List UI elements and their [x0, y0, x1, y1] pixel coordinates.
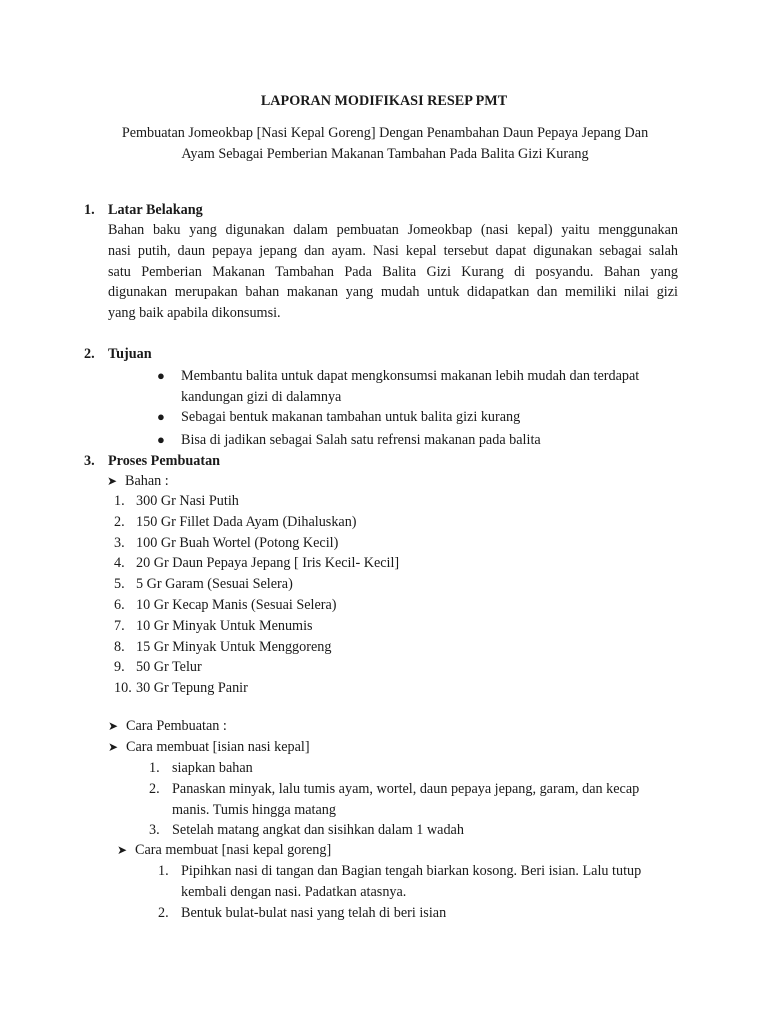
subtitle-line-2: Ayam Sebagai Pemberian Makanan Tambahan Pada Balita Gizi Kurang — [181, 146, 589, 162]
cara-pembuatan-text: Cara Pembuatan : — [126, 718, 227, 734]
subtitle-line-1: Pembuatan Jomeokbap [Nasi Kepal Goreng] Dengan Penambahan Daun Pepaya Jepang Dan — [121, 125, 649, 141]
list-item-text: Panaskan minyak, lalu tumis ayam, wortel, daun pepaya jepang, garam, dan kecap — [172, 780, 640, 797]
list-number: 10. — [114, 680, 132, 697]
goreng-label-text: Cara membuat [nasi kepal goreng] — [135, 842, 332, 858]
list-item — [114, 595, 614, 616]
list-number: 6. — [114, 596, 125, 613]
paragraph-line: yang baik apabila dikonsumsi. — [108, 305, 281, 322]
list-number: 9. — [114, 659, 125, 676]
list-item-text: 100 Gr Buah Wortel (Potong Kecil) — [136, 534, 339, 551]
cara-pembuatan-label — [108, 716, 227, 736]
list-item-text: Setelah matang angkat dan sisihkan dalam 1 wadah — [172, 822, 464, 839]
list-item-text: Pipihkan nasi di tangan dan Bagian tengah biarkan kosong. Beri isian. Lalu tutup — [181, 863, 642, 879]
list-item — [158, 903, 678, 924]
list-item-text: 30 Gr Tepung Panir — [136, 680, 248, 697]
section-3-heading — [84, 451, 220, 471]
isian-label — [108, 737, 310, 757]
list-item-text: kembali dengan nasi. Padatkan atasnya. — [181, 883, 407, 900]
list-item — [114, 533, 614, 554]
isian-steps-list — [149, 758, 679, 841]
list-item-text: 150 Gr Fillet Dada Ayam (Dihaluskan) — [136, 513, 357, 530]
list-item-text: 10 Gr Kecap Manis (Sesuai Selera) — [136, 596, 337, 613]
list-number: 3. — [114, 534, 125, 551]
list-item-text: 15 Gr Minyak Untuk Menggoreng — [136, 638, 332, 655]
list-item — [149, 820, 679, 841]
section-3-number: 3. — [84, 453, 95, 469]
bullet-icon: ● — [157, 409, 165, 424]
list-item — [157, 430, 677, 451]
isian-label-text: Cara membuat [isian nasi kepal] — [126, 739, 310, 755]
section-2-title: Tujuan — [108, 346, 152, 362]
list-item — [149, 758, 679, 779]
list-item-text: 5 Gr Garam (Sesuai Selera) — [136, 576, 293, 593]
list-item — [158, 861, 678, 903]
list-item-text: 50 Gr Telur — [136, 659, 202, 676]
section-3-title: Proses Pembuatan — [108, 453, 221, 469]
section-2-number: 2. — [84, 346, 95, 362]
list-number: 7. — [114, 617, 125, 634]
document-title: LAPORAN MODIFIKASI RESEP PMT — [260, 93, 508, 109]
list-number: 1. — [114, 493, 125, 509]
list-item — [114, 678, 614, 699]
bahan-list — [114, 491, 614, 699]
section-1-heading — [84, 200, 203, 220]
section-1-paragraph — [108, 220, 678, 324]
list-item — [157, 407, 677, 428]
list-item — [114, 491, 614, 512]
list-number: 5. — [114, 576, 125, 593]
section-2-heading — [84, 344, 152, 364]
paragraph-line: digunakan merupakan bahan makanan yang mudah untuk didapatkan dan memiliki nilai gizi — [108, 284, 678, 301]
tujuan-bullet-list — [157, 366, 677, 450]
list-item — [114, 574, 614, 595]
bahan-label-text: Bahan : — [125, 473, 169, 489]
paragraph-line: Bahan baku yang digunakan dalam pembuatan Jomeokbap (nasi kepal) yaitu menggunakan — [108, 222, 678, 238]
paragraph-line: nasi putih, daun pepaya jepang dan ayam. Nasi kepal tersebut dapat digunakan sebagai salah — [108, 242, 678, 259]
list-item-text: manis. Tumis hingga matang — [172, 801, 336, 818]
list-item — [114, 657, 614, 678]
document-subtitle — [90, 123, 680, 165]
list-number: 3. — [149, 822, 160, 839]
list-item-text: Sebagai bentuk makanan tambahan untuk balita gizi kurang — [181, 409, 521, 425]
bullet-icon: ● — [157, 431, 165, 447]
paragraph-line: satu Pemberian Makanan Tambahan Pada Balita Gizi Kurang di posyandu. Bahan yang — [108, 263, 678, 280]
list-item — [114, 637, 614, 658]
arrowhead-icon: ➤ — [108, 740, 119, 754]
list-item — [114, 512, 614, 533]
arrowhead-icon: ➤ — [117, 843, 128, 857]
arrowhead-icon: ➤ — [107, 474, 118, 488]
list-item-text: 300 Gr Nasi Putih — [136, 493, 239, 509]
list-item-text: kandungan gizi di dalamnya — [181, 388, 342, 405]
section-1-number: 1. — [84, 202, 95, 218]
goreng-steps-list — [158, 861, 678, 923]
list-item — [149, 779, 679, 821]
list-number: 1. — [158, 863, 169, 879]
bahan-label — [107, 471, 169, 491]
list-item — [114, 616, 614, 637]
bullet-icon: ● — [157, 368, 165, 383]
list-item-text: 20 Gr Daun Pepaya Jepang [ Iris Kecil- Kecil] — [136, 555, 400, 572]
list-item — [114, 553, 614, 574]
arrowhead-icon: ➤ — [108, 719, 119, 733]
list-number: 2. — [114, 513, 125, 530]
list-number: 2. — [149, 780, 160, 797]
list-item-text: Bentuk bulat-bulat nasi yang telah di beri isian — [181, 904, 447, 921]
list-item-text: Membantu balita untuk dapat mengkonsumsi makanan lebih mudah dan terdapat — [181, 368, 640, 384]
section-1-title: Latar Belakang — [108, 202, 203, 218]
list-item-text: siapkan bahan — [172, 760, 253, 776]
list-number: 8. — [114, 638, 125, 655]
list-item-text: 10 Gr Minyak Untuk Menumis — [136, 617, 313, 634]
list-number: 2. — [158, 904, 169, 921]
goreng-label — [117, 840, 331, 860]
list-item — [157, 366, 677, 407]
list-item-text: Bisa di jadikan sebagai Salah satu refrensi makanan pada balita — [181, 431, 541, 448]
list-number: 4. — [114, 555, 125, 572]
list-number: 1. — [149, 760, 160, 776]
